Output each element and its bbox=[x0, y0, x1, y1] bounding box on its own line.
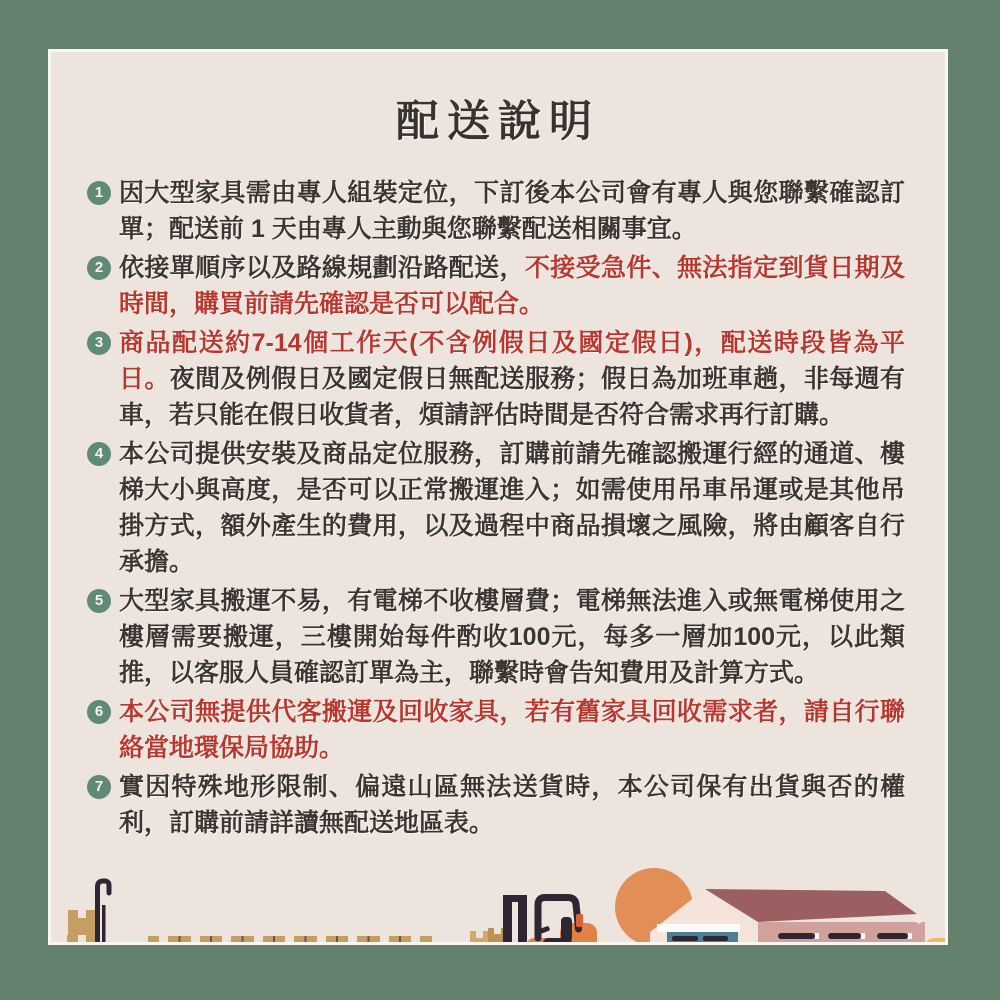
notice-item-5 bbox=[87, 583, 905, 691]
text-segment: 實因特殊地形限制、偏遠山區無法送貨時，本公司保有出貨與否的權利，訂購前請詳讀無配送地區表。 bbox=[119, 773, 905, 837]
notice-item-7 bbox=[87, 769, 905, 841]
card-inner bbox=[51, 88, 945, 945]
text-segment-highlight: 本公司無提供代客搬運及回收家具，若有舊家具回收需求者，請自行聯絡當地環保局協助。 bbox=[119, 698, 905, 762]
notice-item-3 bbox=[87, 325, 905, 433]
hand-truck-icon bbox=[65, 881, 109, 945]
text-segment: 夜間及例假日及國定假日無配送服務；假日為加班車趟，非每週有車，若只能在假日收貨者，煩請評估時間是否符合需求再行訂購。 bbox=[119, 365, 905, 429]
notice-text bbox=[119, 175, 905, 247]
conveyor-belt-icon bbox=[135, 936, 443, 945]
notice-item-4 bbox=[87, 436, 905, 580]
notice-text bbox=[119, 325, 905, 433]
item-number-badge: 7 bbox=[87, 775, 111, 799]
text-segment-highlight: 商品配送約7-14個工作天(不含例假日及國定假日)，配送時段皆為平日。 bbox=[119, 329, 905, 393]
notice-item-1 bbox=[87, 175, 905, 247]
notice-text bbox=[119, 769, 905, 841]
notice-text bbox=[119, 694, 905, 766]
warehouse-icon bbox=[650, 889, 945, 945]
notice-text bbox=[119, 250, 905, 322]
notice-item-2 bbox=[87, 250, 905, 322]
notice-text bbox=[119, 436, 905, 580]
item-number-badge: 6 bbox=[87, 700, 111, 724]
notice-list bbox=[51, 175, 945, 841]
item-number-badge: 5 bbox=[87, 589, 111, 613]
item-number-badge: 4 bbox=[87, 442, 111, 466]
delivery-notice-card bbox=[48, 49, 948, 945]
text-segment: 依接單順序以及路線規劃沿路配送， bbox=[119, 254, 525, 282]
forklift-icon bbox=[462, 895, 597, 945]
notice-text bbox=[119, 583, 905, 691]
text-segment: 本公司提供安裝及商品定位服務，訂購前請先確認搬運行經的通道、樓梯大小與高度，是否可以正常搬運進入；如需使用吊車吊運或是其他吊掛方式，額外產生的費用，以及過程中商品損壞之風險，將由顧客自行承擔。 bbox=[119, 440, 905, 576]
text-segment-highlight: 不接受急件、無法指定到貨日期及時間，購買前請先確認是否可以配合。 bbox=[119, 254, 905, 318]
warehouse-illustration bbox=[51, 868, 945, 945]
item-number-badge: 3 bbox=[87, 331, 111, 355]
notice-item-6 bbox=[87, 694, 905, 766]
item-number-badge: 1 bbox=[87, 181, 111, 205]
bush-icon bbox=[925, 938, 945, 945]
item-number-badge: 2 bbox=[87, 256, 111, 280]
text-segment: 大型家具搬運不易，有電梯不收樓層費；電梯無法進入或無電梯使用之樓層需要搬運，三樓開始每件酌收100元，每多一層加100元，以此類推，以客服人員確認訂單為主，聯繫時會告知費用及計算方式。 bbox=[119, 587, 905, 687]
page-title: 配送說明 bbox=[396, 98, 600, 146]
text-segment: 因大型家具需由專人組裝定位，下訂後本公司會有專人與您聯繫確認訂單；配送前 1 天由專人主動與您聯繫配送相關事宜。 bbox=[119, 179, 905, 243]
